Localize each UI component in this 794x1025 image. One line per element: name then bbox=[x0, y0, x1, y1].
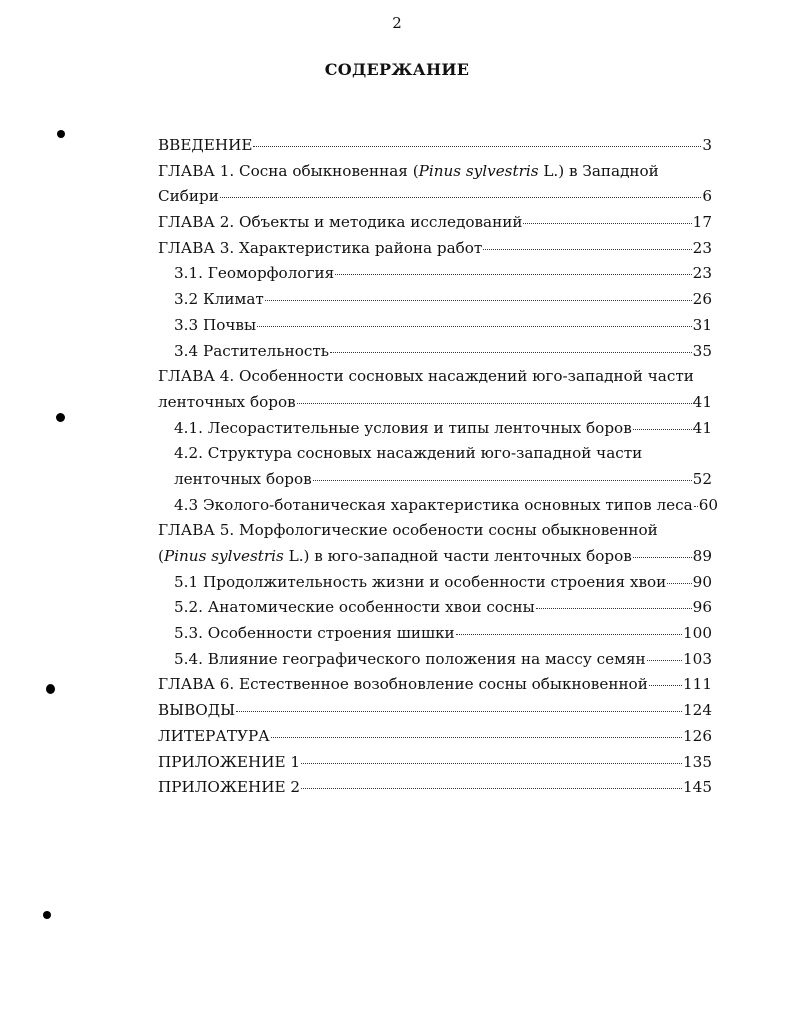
toc-entry-text: 3.3 Почвы bbox=[174, 315, 257, 334]
toc-entry-text: Сибири bbox=[158, 187, 219, 206]
toc-entry-title bbox=[174, 444, 642, 462]
toc-entry bbox=[158, 495, 719, 522]
dot-leader bbox=[694, 506, 698, 507]
toc-entry-text: L.) в Западной bbox=[538, 161, 659, 180]
toc-entry bbox=[158, 547, 712, 573]
toc-entry-text: 3.2 Климат bbox=[174, 290, 264, 309]
toc-entry bbox=[158, 624, 712, 650]
latin-name: Pinus sylvestris bbox=[163, 547, 284, 565]
toc-entry-title bbox=[158, 393, 296, 411]
toc-entry bbox=[158, 778, 712, 804]
toc-page-number: 3 bbox=[702, 136, 712, 154]
dot-leader bbox=[523, 223, 691, 224]
dot-leader bbox=[301, 788, 682, 789]
toc-entry bbox=[158, 213, 712, 239]
toc-entry bbox=[158, 393, 712, 419]
dot-leader bbox=[313, 480, 692, 481]
toc-entry-title bbox=[174, 419, 632, 437]
toc-entry-text: 5.3. Особенности строения шишки bbox=[174, 624, 455, 643]
toc-entry bbox=[158, 701, 712, 727]
scan-speck bbox=[43, 911, 51, 919]
dot-leader bbox=[536, 608, 692, 609]
toc-page-number: 126 bbox=[683, 726, 712, 745]
toc-entry-text: 3.1. Геоморфология bbox=[174, 264, 335, 283]
toc-entry bbox=[158, 342, 712, 368]
toc-entry-text: ленточных боров bbox=[174, 469, 312, 488]
toc-entry-title bbox=[158, 727, 270, 745]
toc-page-number: 17 bbox=[692, 213, 712, 232]
toc-entry-text: 3.4 Растительность bbox=[174, 341, 330, 360]
dot-leader bbox=[265, 300, 692, 301]
dot-leader bbox=[253, 146, 701, 147]
toc-page-number: 41 bbox=[692, 392, 712, 411]
toc-entry-text: 4.2. Структура сосновых насаждений юго-западной части bbox=[174, 444, 643, 463]
toc-entry bbox=[158, 367, 712, 393]
dot-leader bbox=[633, 557, 692, 558]
toc-page-number: 26 bbox=[692, 290, 712, 309]
toc-entry bbox=[158, 162, 712, 188]
toc-page-number: 124 bbox=[683, 701, 712, 720]
dot-leader bbox=[220, 197, 701, 198]
toc-entry bbox=[158, 727, 712, 753]
toc-entry-title bbox=[158, 778, 300, 796]
toc-page-number: 145 bbox=[683, 778, 712, 797]
toc-page-number: 6 bbox=[702, 187, 712, 206]
toc-entry bbox=[158, 419, 712, 445]
dot-leader bbox=[236, 711, 682, 712]
dot-leader bbox=[483, 249, 691, 250]
toc-page-number: 100 bbox=[683, 624, 712, 643]
toc-page-number: 23 bbox=[692, 238, 712, 257]
toc-entry-text: ГЛАВА 1. Сосна обыкновенная ( bbox=[158, 161, 419, 180]
toc-entry-title bbox=[174, 470, 312, 488]
toc-entry-title bbox=[158, 675, 648, 693]
dot-leader bbox=[297, 403, 692, 404]
toc-entry-title bbox=[158, 547, 632, 565]
toc-entry-title bbox=[174, 316, 256, 334]
table-of-contents bbox=[158, 136, 719, 804]
toc-entry bbox=[158, 650, 712, 676]
toc-entry-text: ВЫВОДЫ bbox=[158, 701, 236, 720]
toc-entry-title bbox=[174, 264, 334, 282]
toc-entry-text: L.) в юго-западной части ленточных боров bbox=[283, 547, 632, 565]
toc-entry-title bbox=[158, 521, 658, 539]
toc-entry-title bbox=[174, 496, 693, 514]
toc-entry-title bbox=[174, 290, 264, 308]
toc-entry-title bbox=[158, 187, 219, 205]
toc-page-number: 90 bbox=[692, 572, 712, 591]
toc-entry-text: ЛИТЕРАТУРА bbox=[158, 726, 270, 745]
toc-entry bbox=[158, 753, 712, 779]
toc-entry bbox=[158, 136, 712, 162]
toc-entry-title bbox=[174, 342, 329, 360]
toc-entry-text: ГЛАВА 2. Объекты и методика исследований bbox=[158, 213, 523, 232]
toc-page-number: 103 bbox=[683, 649, 712, 668]
dot-leader bbox=[649, 685, 682, 686]
toc-entry-text: 5.2. Анатомические особенности хвои сосны bbox=[174, 598, 535, 617]
toc-entry-text: ленточных боров bbox=[158, 392, 296, 411]
toc-entry-text: ( bbox=[158, 547, 164, 565]
dot-leader bbox=[335, 274, 692, 275]
toc-page-number: 135 bbox=[683, 752, 712, 771]
toc-entry-title bbox=[158, 213, 522, 231]
toc-page-number: 111 bbox=[683, 675, 712, 694]
scan-speck bbox=[57, 130, 65, 138]
dot-leader bbox=[647, 660, 682, 661]
toc-page-number: 96 bbox=[692, 598, 712, 617]
toc-entry-text: ГЛАВА 5. Морфологические особености сосны обыкновенной bbox=[158, 521, 658, 540]
toc-entry-title bbox=[158, 136, 252, 154]
scan-speck bbox=[46, 684, 55, 694]
toc-entry-title bbox=[174, 650, 646, 668]
toc-entry-title bbox=[174, 624, 455, 642]
toc-entry bbox=[158, 675, 712, 701]
toc-entry-text: ГЛАВА 4. Особенности сосновых насаждений юго-западной части bbox=[158, 367, 694, 386]
toc-entry-text: ГЛАВА 3. Характеристика района работ bbox=[158, 238, 483, 257]
toc-page-number: 35 bbox=[692, 341, 712, 360]
toc-entry-text: ГЛАВА 6. Естественное возобновление сосны обыкновенной bbox=[158, 675, 648, 694]
dot-leader bbox=[456, 634, 682, 635]
toc-entry bbox=[158, 187, 712, 213]
scan-speck bbox=[56, 413, 65, 422]
toc-entry-title bbox=[174, 573, 666, 591]
toc-entry-title bbox=[158, 701, 235, 719]
toc-entry-title bbox=[158, 753, 300, 771]
page-title: СОДЕРЖАНИЕ bbox=[324, 60, 470, 79]
dot-leader bbox=[301, 763, 682, 764]
toc-entry-text: ВВЕДЕНИЕ bbox=[158, 136, 253, 154]
toc-page-number: 89 bbox=[692, 547, 712, 565]
toc-entry-title bbox=[158, 239, 482, 257]
toc-entry-text: 5.4. Влияние географического положения на массу семян bbox=[174, 649, 646, 668]
toc-entry-title bbox=[158, 162, 659, 180]
toc-entry-text: 4.1. Лесорастительные условия и типы ленточных боров bbox=[174, 418, 632, 437]
toc-entry bbox=[158, 521, 712, 547]
dot-leader bbox=[330, 352, 692, 353]
toc-entry bbox=[158, 444, 712, 470]
toc-entry-text: ПРИЛОЖЕНИЕ 2 bbox=[158, 778, 301, 797]
dot-leader bbox=[257, 326, 692, 327]
toc-entry-text: 4.3 Эколого-ботаническая характеристика основных типов леса bbox=[174, 495, 693, 514]
toc-entry bbox=[158, 290, 712, 316]
toc-page-number: 52 bbox=[692, 469, 712, 488]
toc-entry-text: ПРИЛОЖЕНИЕ 1 bbox=[158, 752, 301, 771]
toc-entry bbox=[158, 573, 712, 599]
toc-entry bbox=[158, 470, 712, 496]
toc-entry bbox=[158, 598, 712, 624]
toc-entry bbox=[158, 316, 712, 342]
toc-page-number: 41 bbox=[692, 418, 712, 437]
toc-page-number: 23 bbox=[692, 264, 712, 283]
dot-leader bbox=[667, 583, 691, 584]
toc-page-number: 60 bbox=[698, 495, 719, 514]
toc-entry-title bbox=[174, 598, 535, 616]
toc-entry bbox=[158, 264, 712, 290]
page-number: 2 bbox=[392, 14, 402, 32]
dot-leader bbox=[271, 737, 682, 738]
dot-leader bbox=[633, 429, 692, 430]
toc-page-number: 31 bbox=[692, 315, 712, 334]
toc-entry bbox=[158, 239, 712, 265]
toc-entry-title bbox=[158, 367, 694, 385]
latin-name: Pinus sylvestris bbox=[418, 161, 539, 180]
toc-entry-text: 5.1 Продолжительность жизни и особенности строения хвои bbox=[174, 572, 667, 591]
